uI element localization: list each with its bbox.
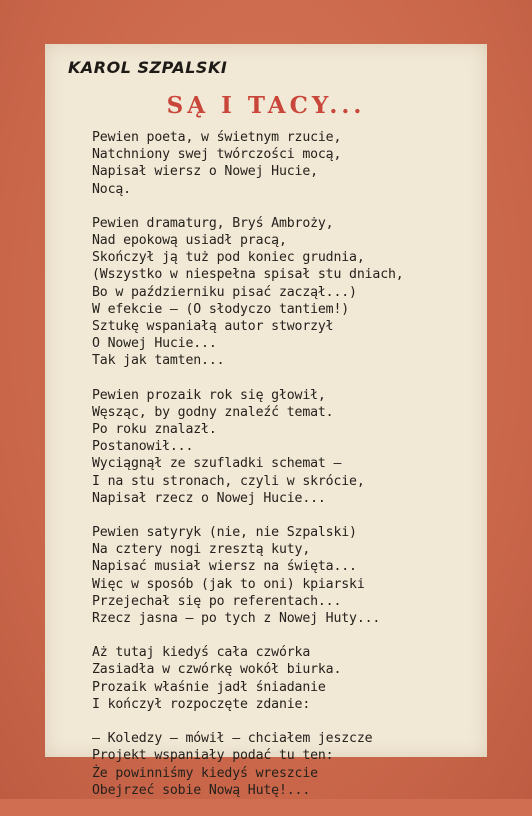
- poem-line: Skończył ją tuż pod koniec grudnia,: [92, 250, 365, 266]
- poem-line: Węsząc, by godny znaleźć temat.: [92, 404, 334, 420]
- poem-line: Więc w sposób (jak to oni) kpiarski: [92, 576, 365, 592]
- poem-line: Na cztery nogi zresztą kuty,: [92, 542, 311, 558]
- poem-line: — Koledzy — mówił — chciałem jeszcze: [92, 731, 373, 747]
- stanza: [92, 129, 482, 198]
- stanza: [92, 524, 482, 627]
- poem-line: Pewien satyryk (nie, nie Szpalski): [92, 525, 357, 541]
- poem-line: Projekt wspaniały podać tu ten:: [92, 748, 334, 764]
- poem-line: Wyciągnął ze szufladki schemat —: [92, 456, 342, 472]
- poem-line: Zasiadła w czwórkę wokół biurka.: [92, 662, 342, 678]
- poem-line: Prozaik właśnie jadł śniadanie: [92, 679, 326, 695]
- poem-line: Aż tutaj kiedyś cała czwórka: [92, 645, 311, 661]
- poem-line: Rzecz jasna — po tych z Nowej Huty...: [92, 611, 381, 627]
- poem-line: Nad epokową usiadł pracą,: [92, 233, 287, 249]
- stanza: [92, 730, 482, 799]
- poem-line: Po roku znalazł.: [92, 422, 217, 438]
- poem-line: Pewien dramaturg, Bryś Ambroży,: [92, 215, 334, 231]
- poem-line: I kończył rozpoczęte zdanie:: [92, 696, 311, 712]
- poem-line: Nocą.: [92, 181, 131, 197]
- poem-line: W efekcie — (O słodyczo tantiem!): [92, 301, 350, 317]
- poem-line: Przejechał się po referentach...: [92, 593, 342, 609]
- poem-title: SĄ I TACY...: [166, 92, 366, 119]
- poem-line: Sztukę wspaniałą autor stworzył: [92, 319, 334, 335]
- poem-line: I na stu stronach, czyli w skrócie,: [92, 473, 365, 489]
- poem-line: Napisał rzecz o Nowej Hucie...: [92, 490, 326, 506]
- poem-line: Że powinniśmy kiedyś wreszcie: [92, 765, 318, 781]
- magazine-page: [45, 44, 487, 798]
- poem-body: [92, 129, 482, 816]
- stanza: [92, 215, 482, 370]
- poem-line: Napisać musiał wiersz na święta...: [92, 559, 357, 575]
- stanza: [92, 644, 482, 713]
- poem-line: Tak jak tamten...: [92, 353, 225, 369]
- poem-line: Postanowił...: [92, 439, 194, 455]
- poem-line: O Nowej Hucie...: [92, 336, 217, 352]
- stanza: [92, 387, 482, 507]
- poem-line: Natchniony swej twórczości mocą,: [92, 147, 342, 163]
- poem-line: Bo w październiku pisać zaczął...): [92, 284, 357, 300]
- poem-line: (Wszystko w niespełna spisał stu dniach,: [92, 267, 404, 283]
- poem-line: Napisał wiersz o Nowej Hucie,: [92, 164, 318, 180]
- poem-line: Pewien poeta, w świetnym rzucie,: [92, 130, 342, 145]
- poem-line: Obejrzeć sobie Nową Hutę!...: [92, 782, 311, 798]
- poem-line: Pewien prozaik rok się głowił,: [92, 387, 326, 403]
- author-name: KAROL SZPALSKI: [68, 58, 228, 77]
